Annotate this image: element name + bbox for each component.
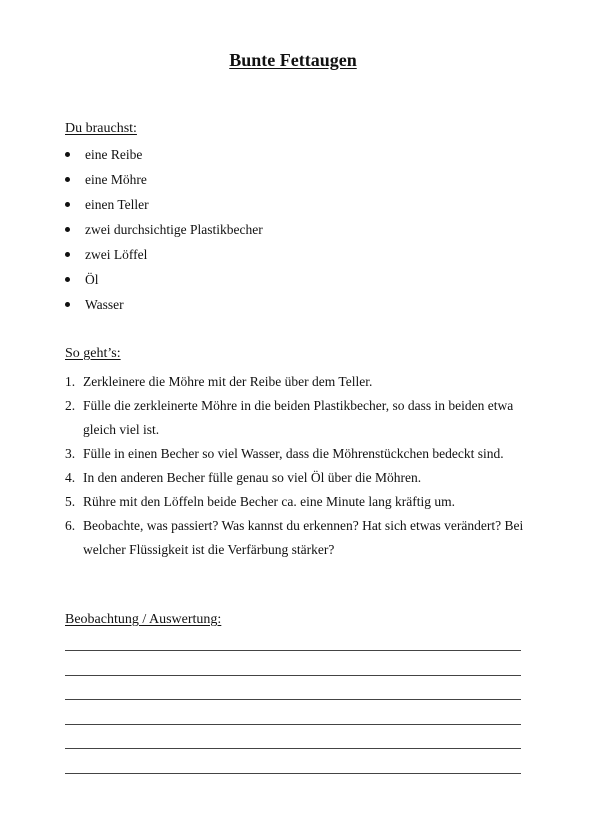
step-text: Beobachte, was passiert? Was kannst du erkennen? Hat sich etwas verändert? Bei welcher Flüssigkeit ist die Verfärbung stärker? — [83, 518, 524, 557]
step-item — [65, 514, 545, 562]
bullet-icon — [65, 152, 70, 157]
material-label: einen Teller — [85, 197, 149, 212]
answer-lines — [65, 650, 521, 798]
bullet-icon — [65, 302, 70, 307]
bullet-icon — [65, 277, 70, 282]
material-label: Öl — [85, 272, 99, 287]
bullet-icon — [65, 252, 70, 257]
step-number: 6. — [65, 518, 76, 533]
bullet-icon — [65, 177, 70, 182]
answer-line[interactable] — [65, 724, 521, 725]
step-item — [65, 490, 545, 514]
bullet-icon — [65, 227, 70, 232]
materials-list — [65, 146, 263, 321]
step-number: 3. — [65, 446, 76, 461]
step-item — [65, 394, 545, 442]
material-label: zwei durchsichtige Plastikbecher — [85, 222, 263, 237]
step-text: In den anderen Becher fülle genau so viel Öl über die Möhren. — [83, 470, 422, 485]
step-text: Zerkleinere die Möhre mit der Reibe über dem Teller. — [83, 374, 373, 389]
material-label: eine Möhre — [85, 172, 147, 187]
step-number: 4. — [65, 470, 76, 485]
material-label: Wasser — [85, 297, 124, 312]
list-item — [65, 271, 263, 296]
list-item — [65, 196, 263, 221]
answer-line[interactable] — [65, 773, 521, 774]
list-item — [65, 296, 263, 321]
material-label: eine Reibe — [85, 147, 143, 162]
material-label: zwei Löffel — [85, 247, 148, 262]
answer-line[interactable] — [65, 699, 521, 700]
steps-heading: So geht’s: — [65, 346, 121, 361]
answer-line[interactable] — [65, 675, 521, 676]
materials-heading: Du brauchst: — [65, 121, 137, 136]
list-item — [65, 246, 263, 271]
page-title: Bunte Fettaugen — [229, 50, 357, 70]
step-number: 5. — [65, 494, 76, 509]
list-item — [65, 171, 263, 196]
step-number: 2. — [65, 398, 76, 413]
answer-line[interactable] — [65, 748, 521, 749]
step-text: Rühre mit den Löffeln beide Becher ca. eine Minute lang kräftig um. — [83, 494, 456, 509]
observation-heading: Beobachtung / Auswertung: — [65, 612, 222, 627]
bullet-icon — [65, 202, 70, 207]
answer-line[interactable] — [65, 650, 521, 651]
list-item — [65, 221, 263, 246]
step-item — [65, 370, 545, 394]
step-item — [65, 466, 545, 490]
step-item — [65, 442, 545, 466]
step-number: 1. — [65, 374, 76, 389]
step-text: Fülle die zerkleinerte Möhre in die beiden Plastikbecher, so dass in beiden etwa gleich viel ist. — [83, 398, 514, 437]
list-item — [65, 146, 263, 171]
step-text: Fülle in einen Becher so viel Wasser, dass die Möhrenstückchen bedeckt sind. — [83, 446, 504, 461]
steps-list — [65, 370, 545, 562]
